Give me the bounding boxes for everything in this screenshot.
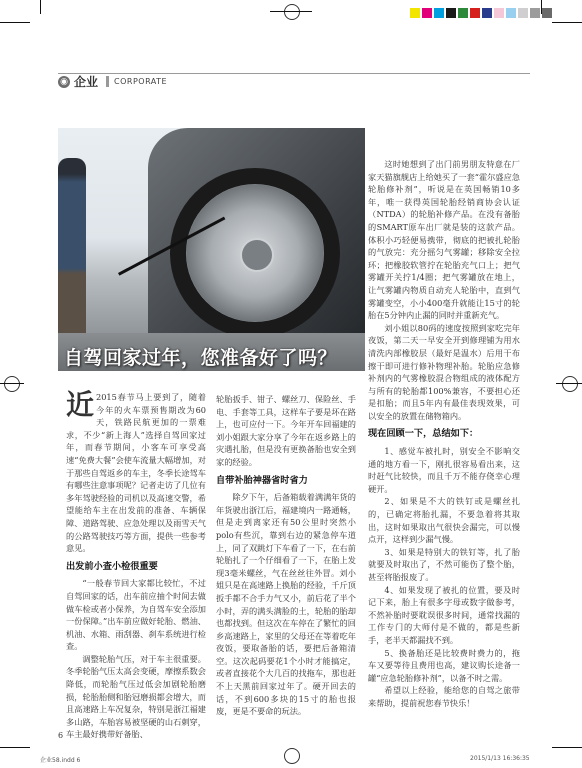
color-swatch bbox=[530, 8, 540, 18]
paragraph-story: 除夕下午，后备箱载着满满年货的年货驶出浙江后，福建境内一路通畅，但是走到离家还有50公里时突然小polo有些沉，靠到右边的紧急停车道上，同了双跳灯下车看了一下，在右前轮胎扎了一个仔细看了一下，在胎上发现3毫米螺丝，气在丝丝往外冒。刘小姐只是在高速路上换胎的经验，千斤顶扳手都不合手力气又小，前后花了半个小时，弄的满头满脸的土，轮胎的胎却也都找到。但这次在车停在了繁忙的回乡高速路上，家里的父母还在等着吃年夜饭，要取备胎的话，要把后备箱清空。这次起码要花1个小时才能搞定，或者直接花个大几百的找拖车，那也赶不上天黑前回家过年了。硬开回去的话，不到600多块的15寸的胎也报废，更是不要命的玩法。 bbox=[216, 492, 356, 717]
crop-mark-bl-h bbox=[0, 747, 30, 748]
registration-line-top bbox=[270, 11, 312, 12]
article-headline: 自驾回家过年，您准备好了吗？ bbox=[64, 347, 338, 369]
summary-item: 1、感觉车被扎时，别安全不影响交通的地方看一下，刚扎很容易看出来，这时赶气比较快，而且千万不能存侥幸心理硬开。 bbox=[368, 446, 520, 494]
wheel-hub bbox=[240, 238, 274, 272]
subheading-repair-kit: 自带补胎神器省时省力 bbox=[216, 474, 308, 486]
crop-mark-br-h bbox=[552, 747, 582, 748]
crop-mark-tr-h bbox=[552, 22, 582, 23]
summary-item: 5、换备胎还是比较费时费力的，拖车又要等待且费用也高，建议购长途备一罐“应急轮胎修补剂”，以备不时之需。 bbox=[368, 647, 520, 683]
color-swatch bbox=[518, 8, 528, 18]
dropcap: 近 bbox=[66, 388, 95, 421]
color-swatch bbox=[458, 8, 468, 18]
crop-mark-tl-v bbox=[40, 0, 41, 14]
registration-mark-left bbox=[4, 376, 20, 392]
crop-mark-tl-h bbox=[0, 22, 30, 23]
intro-paragraph bbox=[66, 388, 206, 555]
color-swatch bbox=[410, 8, 420, 18]
paragraph-tools: 轮胎扳手、钳子、螺丝刀、保险丝、手电、手套等工具，这样车子要是坏在路上，也可应付一下。今年开车回福建的刘小姐跟大家分享了今年在返乡路上的灾遇扎胎，但是没有更换备胎也安全到家的经验。 bbox=[216, 394, 356, 467]
column-1 bbox=[66, 388, 206, 741]
page-number: 6 bbox=[58, 731, 64, 740]
color-swatch bbox=[494, 8, 504, 18]
paragraph-result: 刘小姐以80码的速度按照到家吃完年夜饭，第二天一早安全开到修理铺为用水清洗内部橡胶层（最好是温水）后用干布擦干即可进行修补物理补胎。轮胎应急修补剂内的气雾橡胶混合物组成的液体配方与所有的轮胎都100%兼容，不要担心还是扣胎；而且5年内有最佳表现效果，可以安全的放置在储物箱内。 bbox=[368, 322, 520, 421]
article-photo bbox=[58, 128, 365, 371]
intro-text: 2015春节马上要到了，随着今年的火车票预售期改为60天，铁路民航更加的一票难求，不少“新上海人”选择自驾回家过年，而春节期间，小客车可享受高速“免费大餐”会使车流量大幅增加，对于那些自驾返乡的车主，冬季长途驾车有哪些注意事项呢？记者走访了几位有多年驾驶经验的司机以及高速交警，希望能给车主在出发前的准备、车辆保障、道路驾驶、应急处理以及雨雪天气的公路驾驶技巧等方面，提供一些参考意见。 bbox=[66, 392, 206, 554]
summary-item: 2、如果是不大的铁钉或是螺丝扎的，已确定将胎扎漏，不要急着将其取出，这时如果取出气很快会漏完，可以慢点开，这样到少漏气慢。 bbox=[368, 496, 520, 545]
header-rule bbox=[58, 73, 530, 74]
color-swatch bbox=[422, 8, 432, 18]
subheading-precheck: 出发前小查小检很重要 bbox=[66, 560, 158, 572]
person-figure bbox=[58, 158, 86, 358]
footer-file: 企业58.indd 6 bbox=[40, 757, 81, 764]
closing-paragraph: 希望以上经验，能给您的自驾之旅带来帮助，提前祝您春节快乐！ bbox=[368, 685, 520, 708]
footer-date: 2015/1/13 16:36:35 bbox=[470, 755, 530, 762]
section-logo-icon: ◉ bbox=[58, 76, 70, 88]
paragraph-product: 这时她想到了出门前男朋友特意在厂家天猫旗舰店上给她买了一套“霍尔盛应急轮胎修补剂”，听说是在英国畅销10多年，唯一获得英国轮胎经销商协会认证（NTDA）的轮胎补修产品。在没有备胎的SMART原车出厂就是装的这款产品。体积小巧轻便易携带，彻底的把被扎轮胎的气放完：充分摇匀气雾罐；移除安全拉环；把橡胶软管拧在轮胎充气口上；把气雾罐开关拧1/4圈；把气雾罐放在地上，让气雾罐内物质自动充人轮胎中，直到气雾罐变空，小小400毫升就能让15寸的轮胎在5分钟内止漏的同时并重新充气。 bbox=[368, 159, 520, 321]
registration-mark-right bbox=[562, 376, 578, 392]
registration-mark-top bbox=[284, 4, 300, 20]
registration-line-left bbox=[0, 383, 24, 384]
color-swatch bbox=[506, 8, 516, 18]
paragraph-precheck: “一般春节回大家都比较忙，不过自驾回家的话，出车前应抽个时间去做做车检或者小保养，为自驾车安全添加一份保障。”出车前应做好轮胎、燃油、机油、水箱、雨刮器、刹车系统进行检查。 bbox=[66, 578, 206, 652]
color-swatch bbox=[446, 8, 456, 18]
color-swatch bbox=[434, 8, 444, 18]
registration-mark-bottom bbox=[284, 748, 300, 764]
subheading-summary: 现在回顾一下，总结如下： bbox=[368, 428, 479, 440]
color-swatch bbox=[542, 8, 552, 18]
color-swatch bbox=[482, 8, 492, 18]
section-subtitle: CORPORATE bbox=[114, 77, 168, 86]
column-2 bbox=[216, 393, 356, 718]
header-separator bbox=[106, 76, 109, 87]
summary-item: 4、如果发现了被扎的位置，要及时记下来，胎上有很多字母或数字做参考，不然补胎时要耽误很多时间，通常找漏的工作专门的大师付是不做的，都是些新手，老半天都漏找不到。 bbox=[368, 584, 520, 645]
color-swatch bbox=[470, 8, 480, 18]
section-title: 企业 bbox=[74, 75, 99, 89]
summary-item: 3、如果是特别大的铁钉等，扎了胎就要及时取出了，不然可能伤了整个胎，甚至将胎报废了。 bbox=[368, 546, 520, 582]
column-3 bbox=[368, 158, 520, 710]
paragraph-tire-pressure: 调整轮胎气压，对于车主很重要。冬季轮胎气压太高会变硬，摩擦系数会降低，而轮胎气压过低会加剧轮胎磨损，轮胎胎侧和胎冠磨损都会增大，而且高速路上车况复杂，特别是浙江福建多山路，车胎容易被坚硬的山石刺穿，车主最好携带好备胎、 bbox=[66, 653, 206, 740]
registration-line-right bbox=[556, 383, 582, 384]
